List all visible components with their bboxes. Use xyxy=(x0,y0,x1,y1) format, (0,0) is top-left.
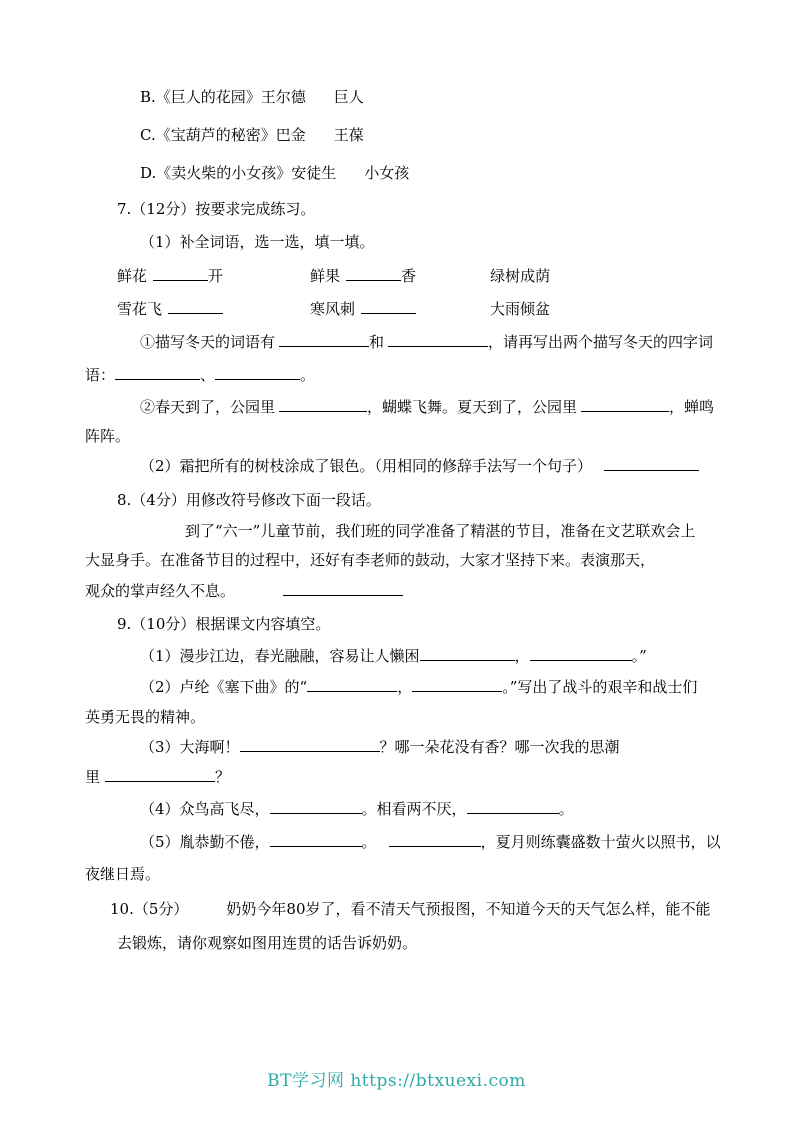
text-segment: D.《卖火柴的小女孩》安徒生 xyxy=(140,164,337,182)
q7-sub1-header xyxy=(0,226,793,259)
text-segment: B.《巨人的花园》王尔德 xyxy=(140,88,306,106)
spacer xyxy=(377,846,389,847)
q9-sub1 xyxy=(0,641,793,672)
q9-sub3 xyxy=(0,732,793,762)
text-segment: 英勇无畏的精神。 xyxy=(85,708,206,726)
answer-blank xyxy=(361,300,416,314)
text-segment: （1）补全词语，选一选，填一填。 xyxy=(140,233,375,251)
answer-blank xyxy=(530,647,632,661)
answer-blank xyxy=(467,800,559,814)
answer-blank xyxy=(279,398,367,412)
text-segment: 小女孩 xyxy=(364,164,410,182)
text-segment: （3）大海啊！ xyxy=(140,738,240,756)
answer-blank xyxy=(420,647,515,661)
text-segment: C.《宝葫芦的秘密》巴金 xyxy=(140,126,306,144)
answer-blank xyxy=(346,267,401,281)
text-segment: 里 xyxy=(85,768,101,786)
q9-sub2-cont xyxy=(0,702,793,732)
text-segment: 。” xyxy=(631,647,647,665)
answer-blank xyxy=(168,300,223,314)
spacer xyxy=(306,139,334,140)
text-segment: 8.（4分）用修改符号修改下面一段话。 xyxy=(117,491,381,509)
text-segment: ，蝉鸣 xyxy=(669,398,715,416)
footer-link[interactable]: BT学习网 https://btxuexi.com xyxy=(267,1071,526,1091)
q9-sub2 xyxy=(0,672,793,702)
text-segment: 语： xyxy=(85,366,116,384)
q7-sub2 xyxy=(0,450,793,483)
question-9-header xyxy=(0,607,793,641)
q7-sub1-item1-cont xyxy=(0,359,793,391)
text-segment: 。相看两不厌， xyxy=(361,800,467,818)
text-segment: （4）众鸟高飞尽， xyxy=(140,800,270,818)
text-segment: 。 xyxy=(558,800,574,818)
option-d-line xyxy=(0,154,793,192)
text-segment: （2）卢纶《塞下曲》的“ xyxy=(140,678,308,696)
spacer xyxy=(306,101,334,102)
q7-sub1-item1 xyxy=(0,326,793,359)
text-segment: 奶奶今年80岁了，看不清天气预报图，不知道今天的天气怎么样，能不能 xyxy=(226,900,711,918)
text-segment: 开 xyxy=(208,267,224,285)
question-8-header xyxy=(0,483,793,517)
answer-blank xyxy=(240,738,380,752)
text-segment: 鲜果 xyxy=(310,267,341,285)
answer-blank xyxy=(153,267,208,281)
text-segment: ②春天到了，公园里 xyxy=(140,398,276,416)
q9-sub5 xyxy=(0,827,793,857)
text-segment: （5）胤恭勤不倦， xyxy=(140,833,270,851)
spacer xyxy=(416,280,490,281)
text-segment: ，蝴蝶飞舞。夏天到了，公园里 xyxy=(367,398,578,416)
text-segment: ，夏月则练囊盛数十萤火以照书，以 xyxy=(480,833,721,851)
answer-blank xyxy=(581,398,669,412)
answer-blank xyxy=(389,833,481,847)
text-segment: 夜继日焉。 xyxy=(85,865,161,883)
spacer xyxy=(188,913,226,914)
spacer xyxy=(223,313,310,314)
text-segment: 寒风刺 xyxy=(310,300,356,318)
text-segment: ，请再写出两个描写冬天的四字词 xyxy=(488,333,714,351)
answer-blank xyxy=(412,678,502,692)
q8-paragraph-3 xyxy=(0,575,793,607)
text-segment: 雪花飞 xyxy=(117,300,163,318)
spacer xyxy=(416,313,490,314)
q8-paragraph-1 xyxy=(0,517,793,546)
answer-blank xyxy=(307,678,397,692)
answer-blank xyxy=(388,333,488,347)
text-segment: 香 xyxy=(401,267,417,285)
spacer xyxy=(336,177,364,178)
q7-sub1-item2-cont xyxy=(0,423,793,450)
footer-watermark xyxy=(0,1066,793,1091)
q7-words-row-1 xyxy=(0,259,793,293)
answer-blank xyxy=(283,582,403,596)
question-10-header xyxy=(0,892,793,927)
text-segment: 鲜花 xyxy=(117,267,148,285)
text-segment: 去锻炼，请你观察如图用连贯的话告诉奶奶。 xyxy=(117,934,418,952)
text-segment: 7.（12分）按要求完成练习。 xyxy=(117,200,316,218)
text-segment: 大显身手。在准备节目的过程中，还好有李老师的鼓动，大家才坚持下来。表演那天， xyxy=(85,551,656,569)
q7-sub1-item2 xyxy=(0,391,793,423)
text-segment: 和 xyxy=(369,333,385,351)
text-segment: ①描写冬天的词语有 xyxy=(140,333,276,351)
option-c-line xyxy=(0,116,793,154)
text-segment: ？ xyxy=(215,768,231,786)
text-segment: 巨人 xyxy=(333,88,364,106)
spacer xyxy=(223,280,310,281)
text-segment: 9.（10分）根据课文内容填空。 xyxy=(117,615,331,633)
q8-paragraph-2 xyxy=(0,546,793,575)
option-b-line xyxy=(0,78,793,116)
text-segment: 大雨倾盆 xyxy=(490,300,551,318)
answer-blank xyxy=(105,768,215,782)
text-segment: （2）霜把所有的树枝涂成了银色。（用相同的修辞手法写一个句子） xyxy=(140,457,593,475)
question-7-header xyxy=(0,192,793,226)
text-segment: 10.（5分） xyxy=(110,900,189,918)
text-segment: ， xyxy=(514,647,530,665)
answer-blank xyxy=(270,833,362,847)
answer-blank xyxy=(115,366,200,380)
text-segment: 绿树成荫 xyxy=(490,267,551,285)
text-segment: 王葆 xyxy=(333,126,364,144)
text-segment: 、 xyxy=(200,366,216,384)
text-segment: 到了“六一”儿童节前，我们班的同学准备了精湛的节目，准备在文艺联欢会上 xyxy=(185,522,696,540)
text-segment: 观众的掌声经久不息。 xyxy=(85,582,236,600)
answer-blank xyxy=(270,800,362,814)
q9-sub4 xyxy=(0,792,793,827)
answer-blank xyxy=(604,457,699,471)
spacer xyxy=(235,595,283,596)
text-segment: 。”写出了战斗的艰辛和战士们 xyxy=(502,678,698,696)
answer-blank xyxy=(215,366,300,380)
q9-sub5-cont xyxy=(0,857,793,892)
text-segment: ， xyxy=(397,678,413,696)
q9-sub3-cont xyxy=(0,762,793,792)
question-10-cont xyxy=(0,927,793,960)
answer-blank xyxy=(279,333,369,347)
text-segment: ？哪一朵花没有香？哪一次我的思潮 xyxy=(379,738,620,756)
text-segment: （1）漫步江边，春光融融，容易让人懒困 xyxy=(140,647,420,665)
text-segment: 。 xyxy=(300,366,316,384)
text-segment: 阵阵。 xyxy=(85,427,131,445)
text-segment: 。 xyxy=(361,833,377,851)
q7-words-row-2 xyxy=(0,293,793,326)
spacer xyxy=(592,470,604,471)
